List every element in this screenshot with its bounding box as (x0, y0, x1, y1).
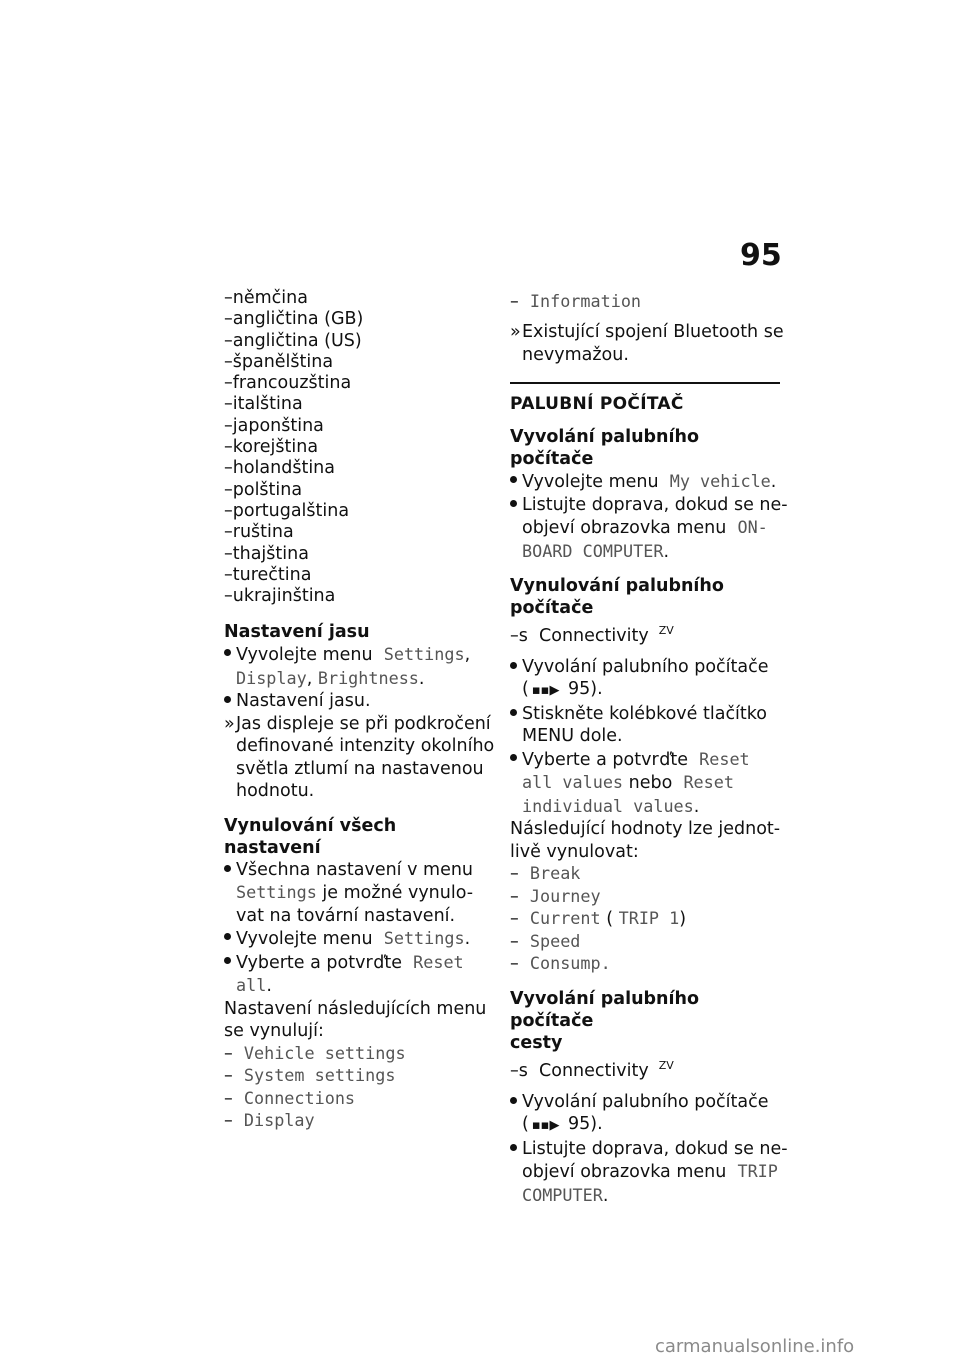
bluetooth-result (510, 321, 784, 366)
menu-name: Reset (699, 748, 750, 769)
reset-all-heading: Vynulování všech nastavení (224, 815, 397, 858)
menu-name: Reset (413, 951, 464, 972)
bullet-icon (224, 933, 231, 940)
reset-note: Následující hodnoty lze jednot- (510, 819, 781, 840)
bullet-icon (510, 1097, 517, 1104)
menu-name: TRIP (737, 1161, 778, 1182)
page-reference-icon[interactable]: ▪▪▶ (531, 1118, 560, 1134)
language-item: –korejština (224, 437, 319, 458)
brightness-result (224, 713, 494, 803)
result-text: definované intenzity okolního (236, 736, 495, 757)
trip-step-2: Listujte doprava, dokud se ne- objeví obrazovka menu TRIP COMPUTER. (510, 1138, 780, 1208)
bullet-icon (224, 649, 231, 656)
reset-step-3: Vyberte a potvrďte Reset all values nebo Reset individual values. (510, 748, 780, 819)
language-item: –portugalština (224, 500, 350, 521)
result-text: nevymažou. (522, 344, 629, 365)
reset-menu-item: – Vehicle settings (224, 1042, 406, 1064)
reset-heading: Vynulování palubního počítače (510, 576, 724, 618)
left-column (224, 288, 494, 1133)
reset-step-2 (510, 703, 780, 748)
reset-value-item: – Journey (510, 885, 601, 907)
step-text: Vyberte a potvrďte (522, 749, 688, 770)
language-item: –ruština (224, 522, 294, 543)
step-text: Stiskněte kolébkové tlačítko (522, 703, 767, 724)
step-text: nebo (628, 773, 673, 794)
condition: –s Connectivity $^{ZV}$ (510, 1058, 674, 1081)
step-text: objeví obrazovka menu (522, 518, 727, 538)
bullet-icon (224, 957, 231, 964)
step-text: Vyvolejte menu (236, 645, 373, 666)
step-text: Vyvolejte menu (236, 929, 373, 950)
language-item: –němčina (224, 288, 308, 308)
step-text: Všechna nastavení v menu (236, 859, 474, 880)
menu-name: Reset (683, 772, 734, 793)
menu-name: COMPUTER (522, 1184, 603, 1205)
brightness-step-1: Vyvolejte menu Settings, Display, Brightness. (224, 643, 494, 690)
call-heading: Vyvolání palubního počítače (510, 427, 699, 469)
language-item: –angličtina (US) (224, 330, 362, 351)
language-item: –turečtina (224, 564, 312, 585)
step-text: Vyvolejte menu (522, 472, 659, 492)
step-text: Listujte doprava, dokud se ne- (522, 1138, 788, 1159)
reset-all-note: Nastavení následujících menu (224, 998, 487, 1019)
trip-step-1: Vyvolání palubního počítače ( ▪▪▶ 95). (510, 1091, 780, 1138)
result-text: Existující spojení Bluetooth se (522, 322, 784, 342)
bullet-icon (224, 865, 231, 872)
right-column (510, 288, 788, 1207)
reset-value-item: – Speed (510, 930, 581, 952)
menu-name: individual values (522, 795, 694, 816)
trip-heading: Vyvolání palubního počítače (510, 988, 699, 1031)
info-item: – Information (510, 291, 642, 312)
call-step-2: Listujte doprava, dokud se ne- objeví obrazovka menu ON- BOARD COMPUTER. (510, 494, 780, 564)
language-list (224, 288, 494, 607)
reset-all-step-1 (224, 859, 494, 928)
step-text: Vyberte a potvrďte (236, 952, 402, 973)
reset-note: livě vynulovat: (510, 841, 639, 862)
menu-name: Settings (236, 882, 317, 903)
bullet-icon (510, 500, 517, 507)
result-arrow-icon: » (224, 713, 235, 734)
language-item: –italština (224, 394, 303, 415)
brightness-heading: Nastavení jasu (224, 622, 370, 643)
step-text: objeví obrazovka menu (522, 1162, 727, 1183)
bullet-icon (510, 1144, 517, 1151)
page-reference[interactable]: 95). (568, 679, 603, 700)
result-text: hodnotu. (236, 781, 315, 802)
result-text: Jas displeje se při podkročení (236, 713, 491, 734)
reset-value-item: – Consump. (510, 953, 611, 975)
step-text: MENU dole. (522, 726, 623, 747)
call-step-1: Vyvolejte menu My vehicle. (510, 470, 780, 494)
bullet-icon (510, 754, 517, 761)
language-item: –japonština (224, 415, 324, 436)
language-item: –ukrajinština (224, 586, 336, 607)
reset-step-1: Vyvolání palubního počítače ( ▪▪▶ 95). (510, 656, 780, 703)
reset-all-step-3: Vyberte a potvrďte Reset all. (224, 951, 494, 998)
reset-value-item: – Current ( TRIP 1) (510, 908, 687, 930)
reset-value-item: – Break (510, 863, 581, 885)
menu-name: Display (236, 667, 307, 688)
trip-heading: cesty (510, 1032, 563, 1053)
bullet-icon (224, 696, 231, 703)
menu-name: all (236, 975, 267, 996)
language-item: –polština (224, 479, 303, 500)
page-reference[interactable]: 95). (568, 1114, 603, 1135)
menu-name: BOARD COMPUTER (522, 540, 664, 561)
menu-name: Brightness (317, 667, 419, 688)
result-text: světla ztlumí na nastavenou (236, 758, 484, 779)
result-arrow-icon: » (510, 322, 521, 342)
language-item: –thajština (224, 543, 309, 564)
language-item: –španělština (224, 351, 334, 372)
language-item: –angličtina (GB) (224, 309, 364, 330)
language-item: –francouzština (224, 373, 352, 394)
step-text: Vyvolání palubního počítače (522, 1091, 769, 1112)
reset-all-step-2: Vyvolejte menu Settings. (224, 927, 494, 951)
watermark: carmanualsonline.info (655, 1336, 855, 1357)
condition: –s Connectivity $^{ZV}$ (510, 624, 674, 646)
reset-all-note: se vynulují: (224, 1021, 324, 1042)
menu-name: My vehicle (669, 471, 771, 491)
page-number: 95 (740, 238, 782, 273)
menu-name: all values (522, 772, 624, 793)
menu-name: Settings (383, 644, 465, 665)
menu-name: ON- (737, 517, 768, 537)
bullet-icon (510, 662, 517, 669)
section-title: PALUBNÍ POČÍTAČ (510, 394, 684, 414)
page-reference-icon[interactable]: ▪▪▶ (531, 683, 560, 699)
brightness-step-2 (224, 690, 494, 713)
reset-menu-item: – Connections (224, 1087, 356, 1109)
step-text: je možné vynulo- (322, 883, 474, 904)
reset-menu-item: – System settings (224, 1065, 396, 1087)
language-item: –holandština (224, 458, 335, 479)
bullet-icon (510, 709, 517, 716)
step-text: Vyvolání palubního počítače (522, 656, 769, 677)
menu-name: Settings (383, 928, 465, 949)
step-text: vat na tovární nastavení. (236, 905, 456, 926)
step-text: Listujte doprava, dokud se ne- (522, 494, 788, 515)
bullet-icon (510, 476, 517, 483)
section-divider (510, 382, 780, 384)
step-text: Nastavení jasu. (236, 691, 371, 712)
reset-menu-item: – Display (224, 1110, 315, 1132)
